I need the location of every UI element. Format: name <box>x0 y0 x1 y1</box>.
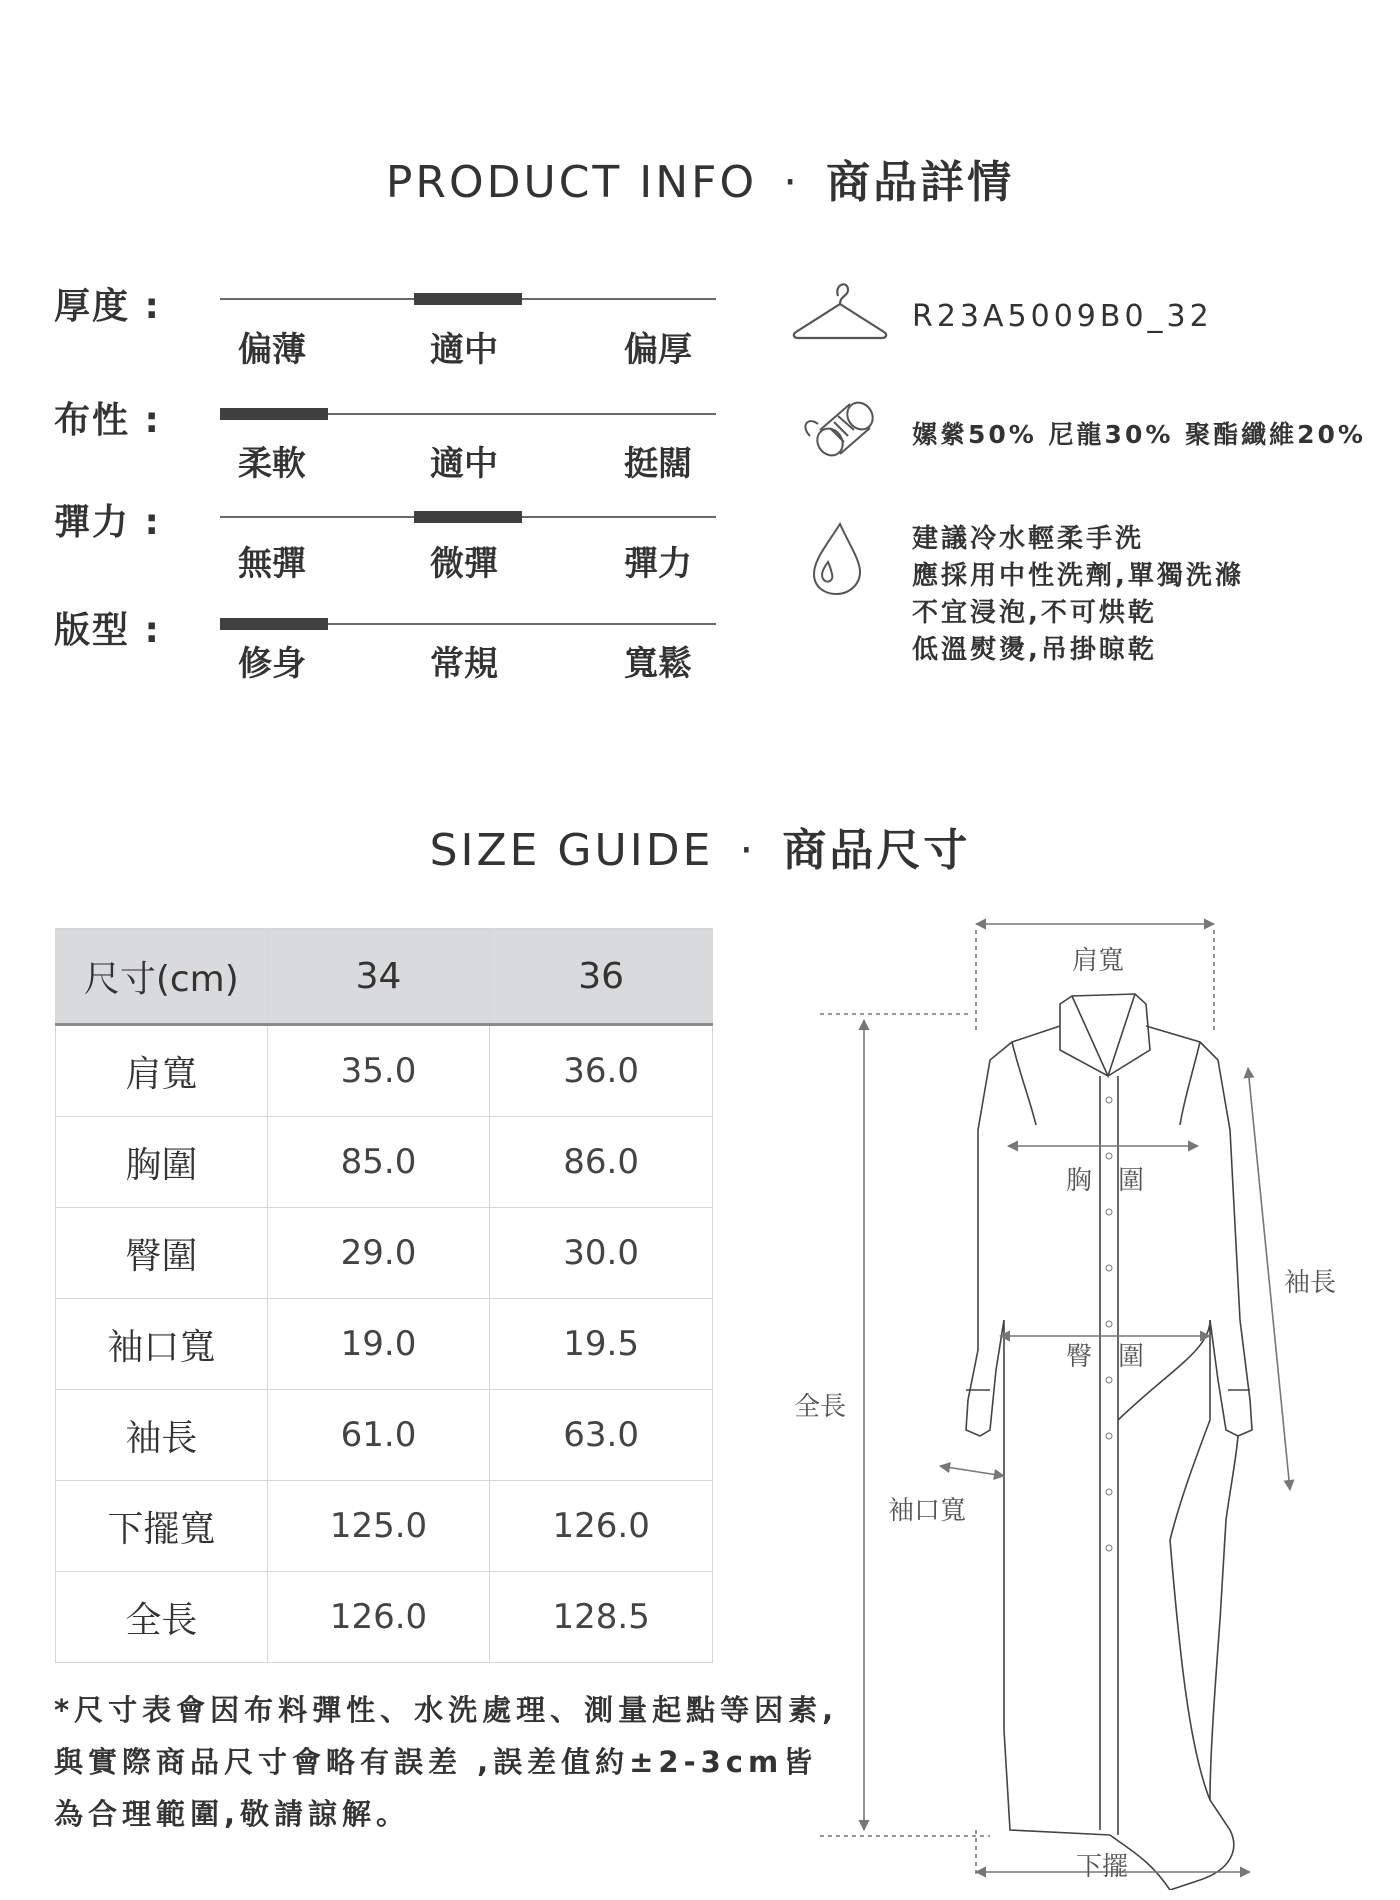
table-row <box>56 1117 713 1208</box>
scale-option: 修身 <box>238 644 306 684</box>
material-composition: 嫘縈50% 尼龍30% 聚酯纖維20% <box>912 420 1366 449</box>
care-line: 建議冷水輕柔手洗 <box>912 524 1145 554</box>
scale-option: 挺闊 <box>624 444 692 484</box>
table-row <box>56 1299 713 1390</box>
cell-value: 128.5 <box>490 1572 713 1663</box>
product-info-title-en: PRODUCT INFO <box>385 157 758 208</box>
scale-option: 偏厚 <box>624 330 692 370</box>
size-guide-title-en: SIZE GUIDE <box>429 825 714 876</box>
cell-value: 19.0 <box>267 1299 490 1390</box>
diagram-label-shoulder: 肩寬 <box>1072 946 1125 976</box>
diagram-label-hem: 下擺 <box>1076 1852 1129 1882</box>
cell-value: 126.0 <box>267 1572 490 1663</box>
attribute-label: 厚度 : <box>54 286 161 327</box>
scale-option: 微彈 <box>430 544 498 584</box>
scale-selected-marker <box>414 511 522 523</box>
scale-selected-marker <box>220 618 328 630</box>
header-cell: 尺寸(cm) <box>56 929 268 1025</box>
size-disclaimer-note <box>54 1684 854 1840</box>
cell-value: 19.5 <box>490 1299 713 1390</box>
thread-spool-icon <box>800 396 880 466</box>
row-label: 下擺寬 <box>56 1481 268 1572</box>
diagram-label-chest: 胸 圍 <box>1066 1166 1145 1196</box>
table-row <box>56 1481 713 1572</box>
scale-selected-marker <box>414 293 522 305</box>
title-separator: · <box>739 825 757 876</box>
care-line: 應採用中性洗劑,單獨洗滌 <box>912 561 1244 591</box>
diagram-label-cuff: 袖口寬 <box>888 1496 967 1526</box>
table-row <box>56 1025 713 1117</box>
table-row <box>56 1390 713 1481</box>
header-cell: 36 <box>490 929 713 1025</box>
scale-option: 偏薄 <box>238 330 306 370</box>
size-guide-title-zh: 商品尺寸 <box>782 825 971 876</box>
care-line: 低溫熨燙,吊掛晾乾 <box>912 635 1157 665</box>
cell-value: 61.0 <box>267 1390 490 1481</box>
size-table <box>55 928 713 1663</box>
attribute-label: 彈力 : <box>54 502 161 543</box>
attribute-label: 版型 : <box>54 610 161 651</box>
size-table-header <box>56 929 713 1025</box>
cell-value: 86.0 <box>490 1117 713 1208</box>
cell-value: 85.0 <box>267 1117 490 1208</box>
row-label: 袖長 <box>56 1390 268 1481</box>
cell-value: 126.0 <box>490 1481 713 1572</box>
product-code: R23A5009B0_32 <box>912 299 1213 334</box>
diagram-label-sleeve-length: 袖長 <box>1284 1268 1337 1298</box>
table-row <box>56 1572 713 1663</box>
note-line: 與實際商品尺寸會略有誤差 ,誤差值約±2-3cm皆 <box>54 1745 818 1779</box>
scale-option: 無彈 <box>238 544 306 584</box>
diagram-label-total-length: 全長 <box>794 1392 847 1422</box>
cell-value: 29.0 <box>267 1208 490 1299</box>
scale-option: 彈力 <box>624 544 692 584</box>
product-info-title <box>0 146 1400 210</box>
cell-value: 30.0 <box>490 1208 713 1299</box>
attribute-label: 布性 : <box>54 400 161 441</box>
row-label: 肩寬 <box>56 1025 268 1117</box>
row-label: 臀圍 <box>56 1208 268 1299</box>
header-cell: 34 <box>267 929 490 1025</box>
dress-outline <box>966 994 1252 1890</box>
size-guide-title <box>0 814 1400 878</box>
scale-option: 適中 <box>430 330 498 370</box>
cell-value: 125.0 <box>267 1481 490 1572</box>
note-line: 為合理範圍,敬請諒解。 <box>54 1797 411 1831</box>
scale-option: 寬鬆 <box>624 644 692 684</box>
scale-option: 適中 <box>430 444 498 484</box>
table-row <box>56 1208 713 1299</box>
scale-option: 常規 <box>430 644 498 684</box>
cell-value: 63.0 <box>490 1390 713 1481</box>
scale-option: 柔軟 <box>238 444 306 484</box>
care-line: 不宜浸泡,不可烘乾 <box>912 598 1157 628</box>
cell-value: 35.0 <box>267 1025 490 1117</box>
garment-measurement-diagram <box>790 900 1390 1890</box>
hanger-icon <box>790 278 890 344</box>
note-line: *尺寸表會因布料彈性、水洗處理、測量起點等因素, <box>54 1693 839 1727</box>
title-separator: · <box>783 157 801 208</box>
scale-selected-marker <box>220 408 328 420</box>
water-drop-icon <box>806 520 866 598</box>
diagram-label-hip: 臀 圍 <box>1066 1342 1145 1372</box>
row-label: 袖口寬 <box>56 1299 268 1390</box>
row-label: 全長 <box>56 1572 268 1663</box>
product-info-title-zh: 商品詳情 <box>826 157 1015 208</box>
row-label: 胸圍 <box>56 1117 268 1208</box>
cell-value: 36.0 <box>490 1025 713 1117</box>
